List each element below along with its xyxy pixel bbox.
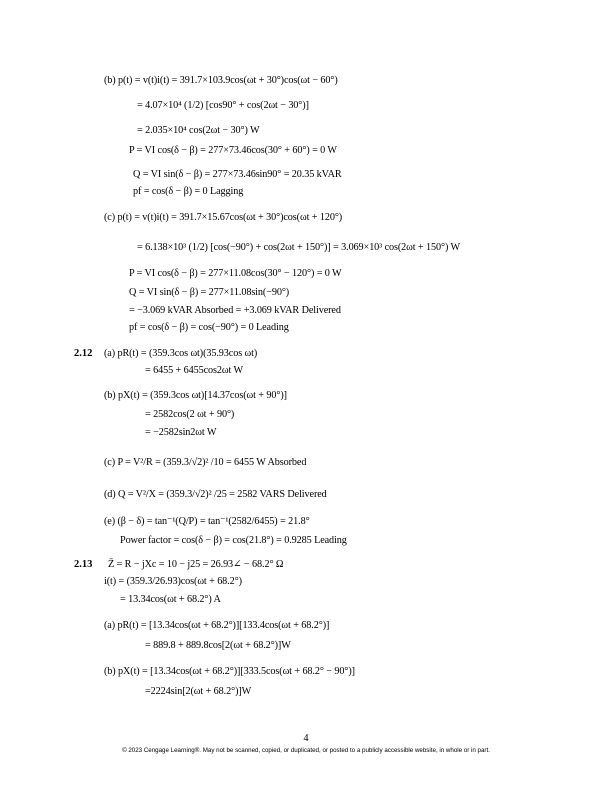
copyright-footer: © 2023 Cengage Learning®. May not be scanned, copied, or duplicated, or posted to a publicly accessible website, in whole or in part. — [122, 747, 490, 754]
line-2-12e-pf: Power factor = cos(δ − β) = cos(21.8°) = 0.9285 Leading — [120, 535, 347, 546]
line-2-11b-result: = 2.035×10⁴ cos(2ωt − 30°) W — [137, 125, 260, 136]
line-2-12b-step: = 2582cos(2 ωt + 90°) — [145, 409, 235, 420]
line-2-11b-power: (b) p(t) = v(t)i(t) = 391.7×103.9cos(ωt + 30°)cos(ωt − 60°) — [104, 75, 338, 86]
line-2-11b-Q: Q = VI sin(δ − β) = 277×73.46sin90° = 20.35 kVAR — [133, 169, 342, 180]
problem-number-2-13: 2.13 — [74, 559, 93, 570]
line-2-12a: (a) pR(t) = (359.3cos ωt)(35.93cos ωt) — [104, 348, 258, 359]
line-2-13-current-result: = 13.34cos(ωt + 68.2°) A — [120, 594, 221, 605]
line-2-12c: (c) P = V²/R = (359.3/√2)² /10 = 6455 W Absorbed — [104, 457, 307, 468]
line-2-12a-result: = 6455 + 6455cos2ωt W — [145, 365, 243, 376]
line-2-12b-result: = −2582sin2ωt W — [145, 427, 217, 438]
line-2-11c-power: (c) p(t) = v(t)i(t) = 391.7×15.67cos(ωt + 30°)cos(ωt + 120°) — [104, 212, 343, 223]
line-2-11c-Q: Q = VI sin(δ − β) = 277×11.08sin(−90°) — [129, 287, 290, 298]
line-2-11c-pf: pf = cos(δ − β) = cos(−90°) = 0 Leading — [129, 322, 289, 333]
line-2-11c-Q-result: = −3.069 kVAR Absorbed = +3.069 kVAR Delivered — [129, 305, 341, 316]
line-2-13a: (a) pR(t) = [13.34cos(ωt + 68.2°)][133.4cos(ωt + 68.2°)] — [104, 620, 330, 631]
line-2-11b-expand: = 4.07×10⁴ (1/2) [cos90° + cos(2ωt − 30°)] — [137, 100, 309, 111]
line-2-13-impedance: Z̄ = R − jXc = 10 − j25 = 26.93∠ − 68.2° Ω — [108, 559, 284, 570]
problem-number-2-12: 2.12 — [74, 348, 93, 359]
line-2-13b: (b) pX(t) = [13.34cos(ωt + 68.2°)][333.5cos(ωt + 68.2° − 90°)] — [104, 666, 355, 677]
line-2-11b-P: P = VI cos(δ − β) = 277×73.46cos(30° + 60°) = 0 W — [129, 145, 337, 156]
line-2-11c-expand: = 6.138×10³ (1/2) [cos(−90°) + cos(2ωt + 150°)] = 3.069×10³ cos(2ωt + 150°) W — [137, 242, 461, 253]
line-2-12b: (b) pX(t) = (359.3cos ωt)[14.37cos(ωt + 90°)] — [104, 390, 287, 401]
line-2-11c-P: P = VI cos(δ − β) = 277×11.08cos(30° − 120°) = 0 W — [129, 268, 342, 279]
line-2-12e: (e) (β − δ) = tan⁻¹(Q/P) = tan⁻¹(2582/6455) = 21.8° — [104, 516, 310, 527]
line-2-11b-pf: pf = cos(δ − β) = 0 Lagging — [133, 186, 244, 197]
line-2-13b-result: =2224sin[2(ωt + 68.2°)]W — [145, 686, 252, 697]
line-2-13a-result: = 889.8 + 889.8cos[2(ωt + 68.2°)]W — [145, 640, 291, 651]
page-number: 4 — [303, 733, 309, 744]
line-2-13-current: i(t) = (359.3/26.93)cos(ωt + 68.2°) — [104, 576, 242, 587]
line-2-12d: (d) Q = V²/X = (359.3/√2)² /25 = 2582 VARS Delivered — [104, 489, 327, 500]
